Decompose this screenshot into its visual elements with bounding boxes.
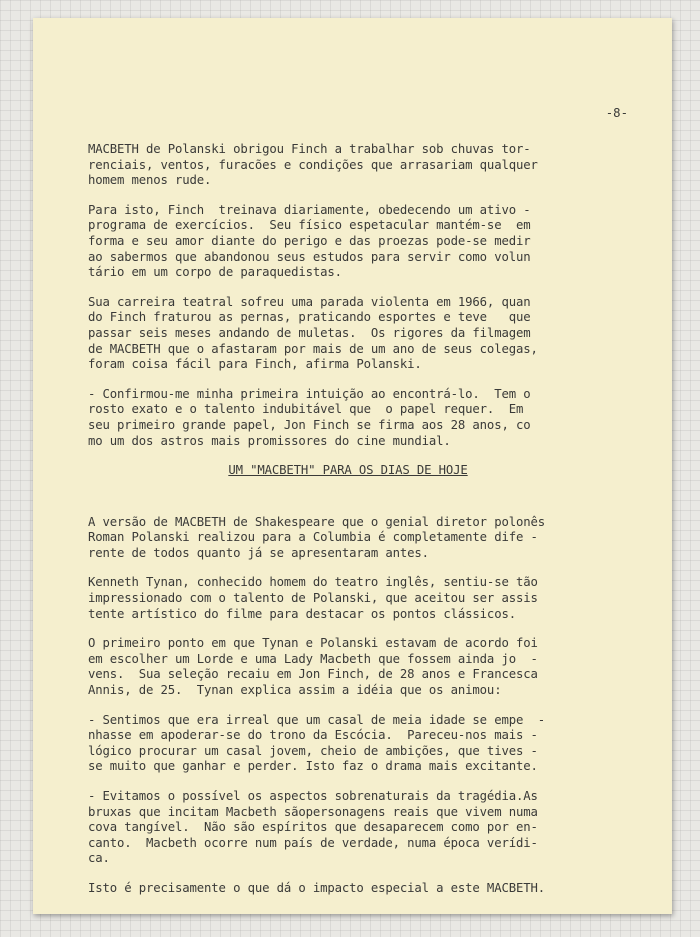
paragraph	[88, 881, 608, 897]
paragraph	[88, 515, 608, 562]
paragraph	[88, 203, 608, 281]
text-line: ca.	[88, 851, 110, 866]
text-line: Isto é precisamente o que dá o impacto especial a este MACBETH.	[88, 880, 545, 895]
text-line: de MACBETH que o afastaram por mais de um ano de seus colegas,	[88, 341, 538, 356]
paragraph	[88, 636, 608, 698]
typewritten-body	[88, 142, 608, 911]
paragraph	[88, 789, 608, 867]
text-line: renciais, ventos, furacões e condições que arrasariam qualquer	[88, 157, 538, 172]
paragraph	[88, 142, 608, 189]
paragraph	[88, 575, 608, 622]
text-line: rosto exato e o talento indubitável que o papel requer. Em	[88, 402, 524, 417]
text-line: Kenneth Tynan, conhecido homem do teatro inglês, sentiu-se tão	[88, 575, 538, 590]
text-line: programa de exercícios. Seu físico espetacular mantém-se em	[88, 218, 531, 233]
text-line: do Finch fraturou as pernas, praticando esportes e teve que	[88, 310, 531, 325]
paragraph	[88, 295, 608, 373]
text-line: - Confirmou-me minha primeira intuição ao encontrá-lo. Tem o	[88, 386, 531, 401]
text-line: Para isto, Finch treinava diariamente, obedecendo um ativo -	[88, 202, 531, 217]
text-line: passar seis meses andando de muletas. Os rigores da filmagem	[88, 325, 531, 340]
text-line: nhasse em apoderar-se do trono da Escócia. Pareceu-nos mais -	[88, 728, 538, 743]
paragraph	[88, 387, 608, 449]
page-number: -8-	[605, 106, 628, 120]
text-line: foram coisa fácil para Finch, afirma Polanski.	[88, 357, 422, 372]
text-line: O primeiro ponto em que Tynan e Polanski estavam de acordo foi	[88, 636, 538, 651]
text-line: ao sabermos que abandonou seus estudos para servir como volun	[88, 249, 531, 264]
text-line: mo um dos astros mais promissores do cine mundial.	[88, 433, 451, 448]
text-line: - Evitamos o possível os aspectos sobrenaturais da tragédia.As	[88, 789, 538, 803]
bottom-section	[88, 515, 608, 897]
text-line: em escolher um Lorde e uma Lady Macbeth que fossem ainda jo -	[88, 651, 538, 666]
text-line: forma e seu amor diante do perigo e das proezas pode-se medir	[88, 233, 531, 248]
text-line: canto. Macbeth ocorre num país de verdade, numa época verídi-	[88, 835, 538, 850]
text-line: bruxas que incitam Macbeth sãopersonagens reais que vivem numa	[88, 804, 538, 819]
top-section	[88, 142, 608, 449]
text-line: MACBETH de Polanski obrigou Finch a trabalhar sob chuvas tor-	[88, 142, 531, 156]
text-line: - Sentimos que era irreal que um casal de meia idade se empe -	[88, 712, 545, 727]
text-line: homem menos rude.	[88, 173, 212, 188]
text-line: cova tangível. Não são espíritos que desaparecem como por en-	[88, 820, 538, 835]
text-line: se muito que ganhar e perder. Isto faz o drama mais excitante.	[88, 759, 538, 774]
text-line: lógico procurar um casal jovem, cheio de ambições, que tives -	[88, 743, 538, 758]
text-line: tente artístico do filme para destacar os pontos clássicos.	[88, 606, 516, 621]
text-line: Roman Polanski realizou para a Columbia é completamente dife -	[88, 530, 538, 545]
text-line: seu primeiro grande papel, Jon Finch se firma aos 28 anos, co	[88, 417, 531, 432]
text-line: A versão de MACBETH de Shakespeare que o genial diretor polonês	[88, 514, 545, 529]
text-line: tário em um corpo de paraquedistas.	[88, 265, 342, 280]
text-line: impressionado com o talento de Polanski, que aceitou ser assis	[88, 591, 538, 606]
text-line: Sua carreira teatral sofreu uma parada violenta em 1966, quan	[88, 294, 531, 309]
paragraph	[88, 713, 608, 775]
text-line: vens. Sua seleção recaiu em Jon Finch, de 28 anos e Francesca	[88, 667, 538, 682]
text-line: rente de todos quanto já se apresentaram antes.	[88, 545, 429, 560]
text-line: Annis, de 25. Tynan explica assim a idéia que os animou:	[88, 683, 502, 698]
section-heading: UM "MACBETH" PARA OS DIAS DE HOJE	[228, 463, 468, 478]
